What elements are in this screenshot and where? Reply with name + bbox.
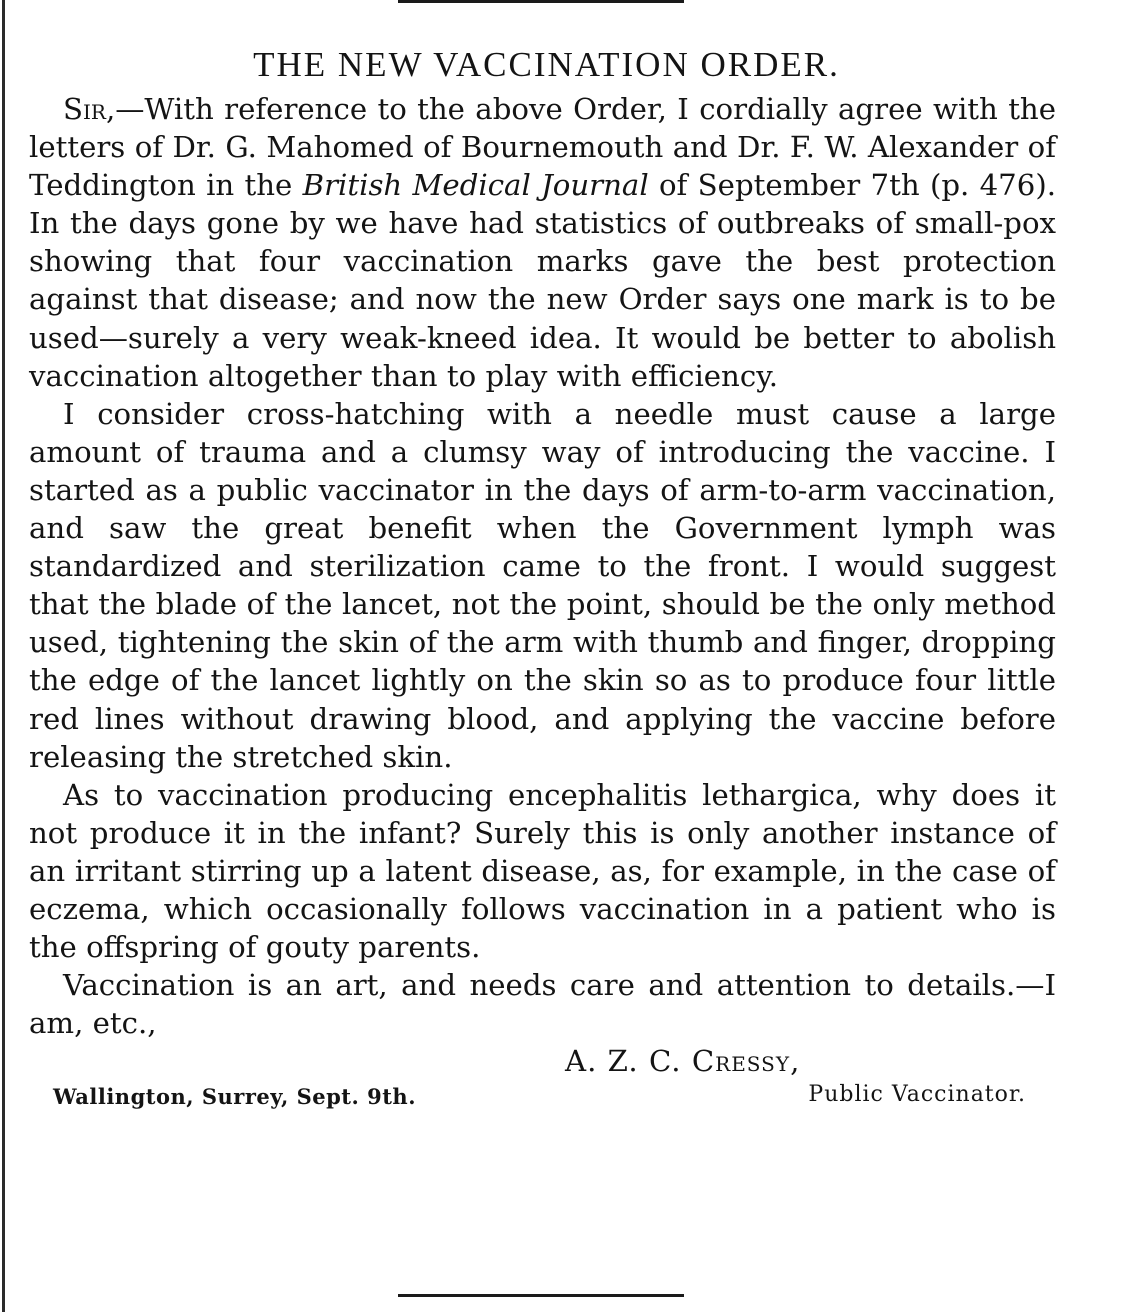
paragraph-3: As to vaccination producing encephalitis lethargica, why does it not produce it in the infant? Surely this is only another instance of an irritant stirring up a latent disease, as, for example, in the case of eczema, which occasionally follows vaccination in a patient who is the offspring of gouty parents. xyxy=(29,777,1056,965)
letter-footer xyxy=(29,1080,1056,1120)
signature-initials: A. Z. C. xyxy=(565,1044,692,1079)
paragraph-1 xyxy=(29,90,1056,395)
left-column-rule xyxy=(2,0,5,1312)
paragraph-1-text-a: ,—With reference to the above Order, I cordially agree with the letters of Dr. G. Mahomed of Bournemouth and Dr. F. W. Alexander of Teddington in the xyxy=(29,92,1056,203)
headline: THE NEW VACCINATION ORDER. xyxy=(253,45,840,84)
letter-article xyxy=(29,40,1056,1120)
letter-body xyxy=(29,90,1056,1042)
paragraph-2: I consider cross-hatching with a needle must cause a large amount of trauma and a clumsy way of introducing the vaccine. I started as a public vaccinator in the days of arm-to-arm vaccination, and saw the great benefit when the Government lymph was standardized and sterilization came to the front. I would suggest that the blade of the lancet, not the point, should be the only method used, tightening the skin of the arm with thumb and finger, dropping the edge of the lancet lightly on the skin so as to produce four little red lines without drawing blood, and applying the vaccine before releasing the stretched skin. xyxy=(29,396,1056,774)
paragraph-1-text-b: of September 7th (p. 476). In the days gone by we have had statistics of outbreaks of small-pox showing that four vaccination marks gave the best protection against that disease; and now the new Order says one mark is to be used—surely a very weak-kneed idea. It would be better to abolish vaccination altogether than to play with efficiency. xyxy=(29,168,1056,393)
top-divider-rule xyxy=(398,0,684,3)
paragraph-4: Vaccination is an art, and needs care and attention to details.—I am, etc., xyxy=(29,968,1056,1041)
signature-surname: Cressy xyxy=(691,1044,791,1079)
bottom-divider-rule xyxy=(398,1294,684,1297)
dateline: Wallington, Surrey, Sept. 9th. xyxy=(53,1084,417,1110)
signature-title: Public Vaccinator. xyxy=(808,1082,1026,1108)
signature-name xyxy=(29,1042,1056,1080)
salutation: Sir xyxy=(63,92,106,126)
journal-name: British Medical Journal xyxy=(302,168,649,203)
signature-comma: , xyxy=(790,1044,801,1079)
